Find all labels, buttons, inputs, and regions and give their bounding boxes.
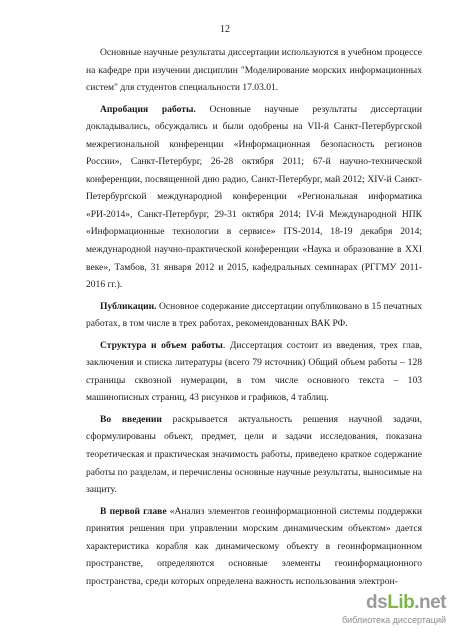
paragraph-usage [86,44,422,97]
logo-part: Lib [387,592,415,613]
paragraph-structure [86,337,422,407]
paragraph-introduction [86,411,422,499]
watermark-tagline: библиотека диссертаций [341,615,446,625]
paragraph-body: Основные научные результаты диссертации докладывались, обсуждались и были одобрены на VII-й Санкт-Петербургской межрегиональной конференции «Информационная безопасность регионов России», Санкт-Петербург, 26-28 октября 2011; 67-й научно-технической конференции, посвященной дню радио, Санкт-Петербург, май 2012; XIV-й Санкт-Петербургской международной конференции «Региональная информатика «РИ-2014», Санкт-Петербург, 29-31 октября 2014; IV-й Международной НПК «Информационные технологии в сервисе» ITS-2014, 18-19 декабря 2014; международной научно-практической конференции «Наука и образование в XXI веке», Тамбов, 31 января 2012 и 2015, кафедральных семинарах (РГГМУ 2011-2016 гг.). [86,103,422,291]
paragraph-body: Основные научные результаты диссертации используются в учебном процессе на кафедре при изучении дисциплин "Моделирование морских информационных систем" для студентов специальности 17.03.01. [86,47,422,94]
paragraph-heading: Структура и объем работы [100,339,223,351]
paragraph-approbation [86,101,422,294]
dslib-logo [366,592,446,614]
paragraph-chapter-one [86,503,422,591]
logo-part: ds [366,592,388,613]
page-number: 12 [220,24,230,35]
paragraph-body: «Анализ элементов геоинформационной системы поддержки принятия решения при управлении морским динамическим объектом» дается характеристика корабля как динамическому объекту в геоинформационном пространстве, определяются основные элементы геоинформационного пространства, среди которых определена важность использования электрон- [86,505,422,587]
body-text [86,44,422,590]
paragraph-heading: Публикации. [100,300,157,312]
paragraph-body: Основное содержание диссертации опубликовано в 15 печатных работах, в том числе в трех работах, рекомендованных ВАК РФ. [86,300,422,330]
paragraph-heading: Апробация работы. [100,103,196,115]
paragraph-body: . Диссертация состоит из введения, трех глав, заключения и списка литературы (всего 79 источник) Общий объем работы – 128 страницы сквозной нумерации, в том числе основного текста – 103 машинописных страниц, 43 рисунков и графиков, 4 таблиц. [86,339,423,404]
logo-part: .net [414,592,446,613]
dslib-watermark [341,592,448,632]
paragraph-heading: Во введении [100,413,162,425]
paragraph-heading: В первой главе [100,505,167,517]
paragraph-body: раскрывается актуальность решения научной задачи, сформулированы объект, предмет, цели и задачи исследования, показана теоретическая и практическая значимость работы, приведено краткое содержание работы по разделам, и перечислены основные научные результаты, выносимые на защиту. [86,413,422,496]
paragraph-publications [86,298,422,333]
